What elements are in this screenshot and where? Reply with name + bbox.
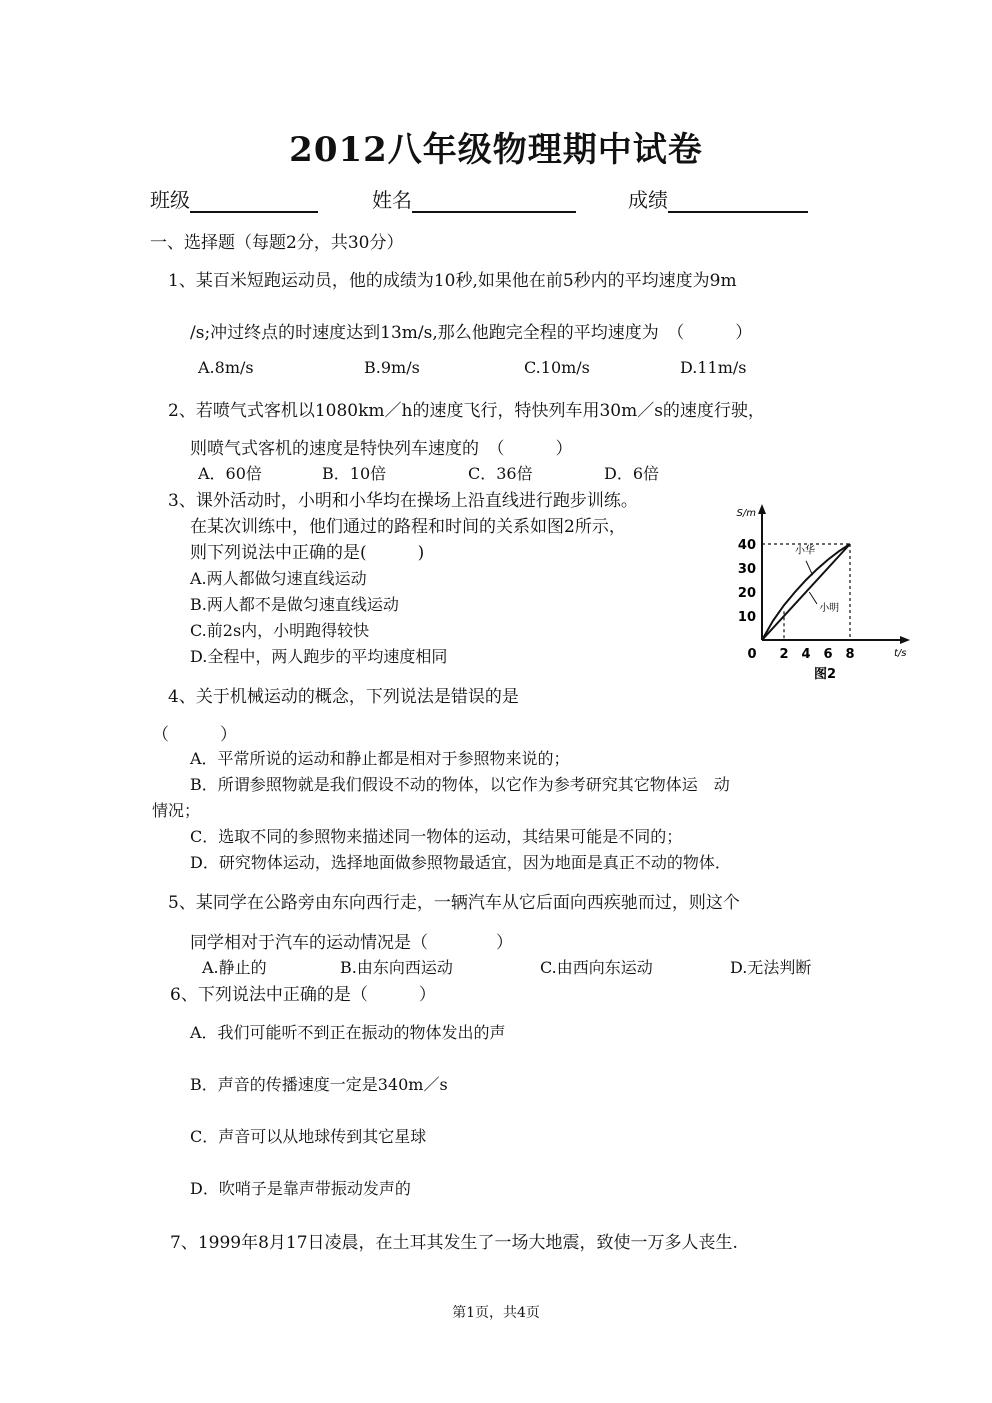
q1-option-b[interactable]: B.9m/s [364,358,420,377]
score-blank[interactable] [668,189,808,213]
origin-label: 0 [747,647,757,662]
y-tick-label-20: 20 [737,586,756,601]
series-label-xiaoming: 小明 [819,603,840,615]
q4-option-b[interactable]: B．所谓参照物就是我们假设不动的物体，以它作为参考研究其它物体运 动 [190,775,730,794]
pointer-xiaohua [806,561,813,575]
score-field [628,184,808,213]
q3-option-a[interactable]: A.两人都做匀速直线运动 [190,569,367,588]
q5-line1: 5、某同学在公路旁由东向西行走，一辆汽车从它后面向西疾驰而过，则这个 [168,893,740,913]
q4-option-a[interactable]: A．平常所说的运动和静止都是相对于参照物来说的； [190,749,570,768]
q4-line2: （ ） [152,725,237,745]
q5-option-c[interactable]: C.由西向东运动 [540,958,653,977]
x-tick-label-2: 2 [779,647,789,662]
class-blank[interactable] [190,189,318,213]
q1-line1: 1、某百米短跑运动员，他的成绩为10秒,如果他在前5秒内的平均速度为9m [168,271,737,291]
q4-option-b-cont: 情况； [152,801,201,820]
y-tick-label-40: 40 [737,538,756,553]
x-axis-label: t/s [894,648,907,659]
name-blank[interactable] [412,189,576,213]
name-label: 姓名 [372,188,412,212]
q2-line2: 则喷气式客机的速度是特快列车速度的 （ ） [190,439,573,459]
page-title: 2012八年级物理期中试卷 [289,130,703,170]
q3-line2: 在某次训练中，他们通过的路程和时间的关系如图2所示， [190,517,626,537]
q1-option-a[interactable]: A.8m/s [198,358,254,377]
x-axis-arrow [900,636,910,644]
y-tick-label-10: 10 [737,610,756,625]
q6-option-a[interactable]: A．我们可能听不到正在振动的物体发出的声 [190,1023,506,1042]
q4-option-d[interactable]: D．研究物体运动，选择地面做参照物最适宜，因为地面是真正不动的物体． [190,853,731,872]
q5-option-d[interactable]: D.无法判断 [730,958,812,977]
q5-option-b[interactable]: B.由东向西运动 [340,958,453,977]
q5-option-a[interactable]: A.静止的 [202,958,267,977]
x-tick-label-6: 6 [823,647,833,662]
q6-option-c[interactable]: C．声音可以从地球传到其它星球 [190,1127,427,1146]
q3-line1: 3、课外活动时，小明和小华均在操场上沿直线进行跑步训练。 [168,491,638,511]
y-axis-arrow [758,504,766,514]
q1-line2: /s;冲过终点的时速度达到13m/s,那么他跑完全程的平均速度为 （ ） [190,323,753,343]
q2-option-b[interactable]: B．10倍 [322,464,387,483]
y-axis-label: S/m [736,508,756,519]
q5-line2: 同学相对于汽车的运动情况是（ ） [190,933,513,953]
q6-option-d[interactable]: D．吹哨子是靠声带振动发声的 [190,1179,411,1198]
q2-line1: 2、若喷气式客机以1080km／h的速度飞行，特快列车用30m／s的速度行驶， [168,401,765,421]
q2-option-c[interactable]: C．36倍 [468,464,533,483]
q6-option-b[interactable]: B．声音的传播速度一定是340m／s [190,1075,448,1094]
class-field [150,184,318,213]
class-label: 班级 [150,188,190,212]
pointer-xiaoming [809,592,817,604]
name-field [372,184,576,213]
page-footer: 第1页，共4页 [452,1305,540,1321]
q6-line1: 6、下列说法中正确的是（ ） [170,985,436,1005]
x-tick-label-4: 4 [801,647,811,662]
q3-option-c[interactable]: C.前2s内，小明跑得较快 [190,621,370,640]
figure-caption: 图2 [813,667,837,682]
q4-line1: 4、关于机械运动的概念，下列说法是错误的是 [168,687,519,707]
figure-2-chart [726,498,916,688]
section-heading: 一、选择题（每题2分，共30分） [150,233,404,253]
q4-option-c[interactable]: C．选取不同的参照物来描述同一物体的运动，其结果可能是不同的； [190,827,683,846]
series-label-xiaohua: 小华 [795,545,815,557]
x-tick-label-8: 8 [845,647,855,662]
q2-option-d[interactable]: D．6倍 [604,464,660,483]
q3-option-b[interactable]: B.两人都不是做匀速直线运动 [190,595,399,614]
q2-option-a[interactable]: A．60倍 [198,464,262,483]
q3-line3: 则下列说法中正确的是( ) [190,543,425,563]
q3-option-d[interactable]: D.全程中，两人跑步的平均速度相同 [190,647,448,666]
q7-line1: 7、1999年8月17日凌晨，在土耳其发生了一场大地震，致使一万多人丧生. [170,1233,738,1253]
series-line-xiaoming [762,544,850,640]
y-tick-label-30: 30 [737,562,756,577]
q1-option-d[interactable]: D.11m/s [680,358,747,377]
q1-option-c[interactable]: C.10m/s [524,358,590,377]
score-label: 成绩 [628,188,668,212]
